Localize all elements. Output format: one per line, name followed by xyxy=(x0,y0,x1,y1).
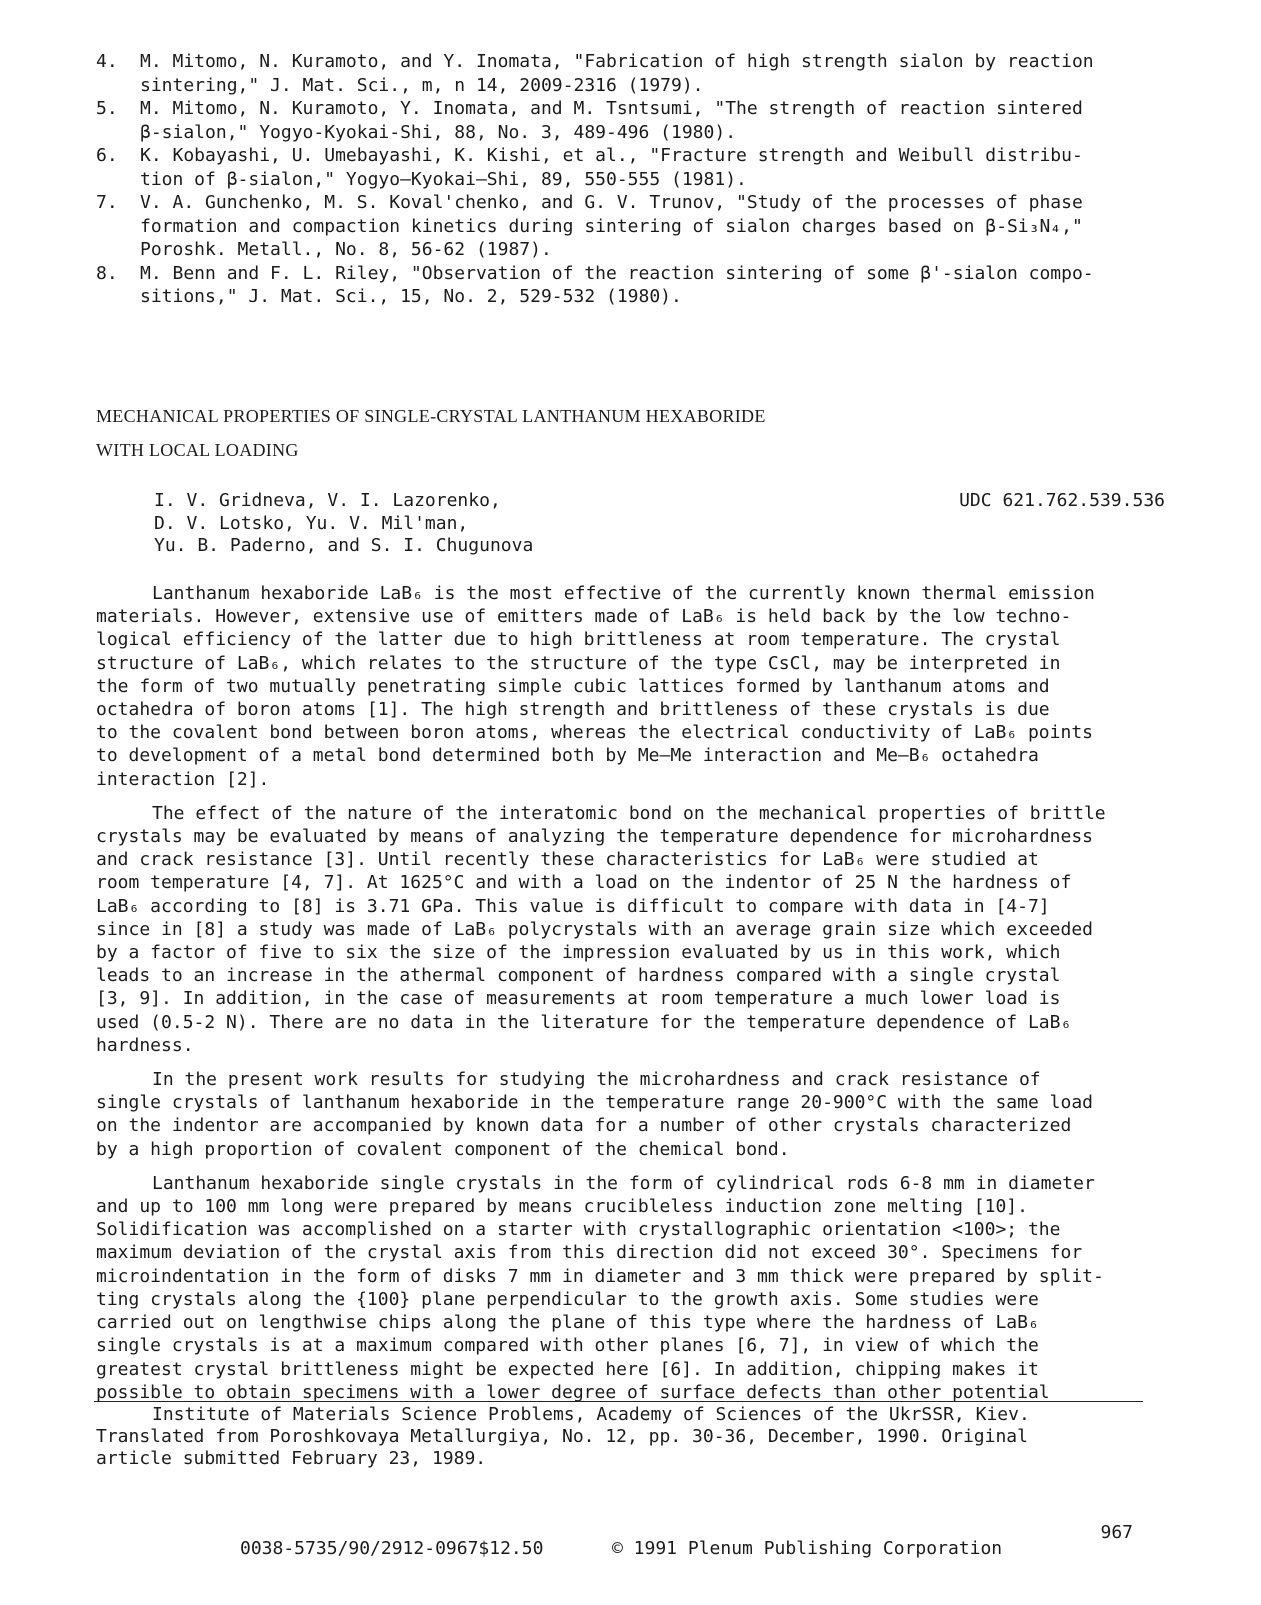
page-number: 967 xyxy=(1100,1522,1133,1543)
text-line: the form of two mutually penetrating simple cubic lattices formed by lanthanum atoms and xyxy=(96,675,1050,697)
reference-number: 6. xyxy=(96,145,118,166)
udc-code: UDC 621.762.539.536 xyxy=(959,490,1165,511)
reference-item xyxy=(96,97,1166,144)
reference-line: M. Mitomo, N. Kuramoto, Y. Inomata, and M. Tsntsumi, "The strength of reaction sintered xyxy=(140,98,1083,119)
reference-text xyxy=(140,262,1166,309)
footnote-line: Translated from Poroshkovaya Metallurgiya, No. 12, pp. 30-36, December, 1990. Original xyxy=(96,1426,1028,1447)
text-line: greatest crystal brittleness might be expected here [6]. In addition, chipping makes it xyxy=(96,1358,1039,1380)
reference-text xyxy=(140,144,1166,191)
reference-line: M. Mitomo, N. Kuramoto, and Y. Inomata, "Fabrication of high strength sialon by reaction xyxy=(140,51,1094,72)
reference-line: K. Kobayashi, U. Umebayashi, K. Kishi, et al., "Fracture strength and Weibull distribu- xyxy=(140,145,1083,166)
paragraph xyxy=(96,582,1176,791)
article-title-line: WITH LOCAL LOADING xyxy=(96,440,299,460)
author-line: I. V. Gridneva, V. I. Lazorenko, xyxy=(154,490,501,511)
text-line: to the covalent bond between boron atoms, whereas the electrical conductivity of LaB₆ points xyxy=(96,722,1093,744)
text-line: room temperature [4, 7]. At 1625°C and with a load on the indentor of 25 N the hardness of xyxy=(96,872,1072,894)
text-line: logical efficiency of the latter due to high brittleness at room temperature. The crystal xyxy=(96,629,1061,651)
text-line: on the indentor are accompanied by known data for a number of other crystals characterized xyxy=(96,1115,1072,1137)
text-line: interaction [2]. xyxy=(96,768,270,790)
text-line: by a factor of five to six the size of the impression evaluated by us in this work, which xyxy=(96,942,1061,964)
reference-line: M. Benn and F. L. Riley, "Observation of the reaction sintering of some β'-sialon compo- xyxy=(140,262,1094,284)
reference-item xyxy=(96,144,1166,191)
reference-item xyxy=(96,262,1166,309)
copyright-notice: © 1991 Plenum Publishing Corporation xyxy=(612,1538,1003,1559)
text-line: maximum deviation of the crystal axis from this direction did not exceed 30°. Specimens for xyxy=(96,1242,1083,1264)
reference-list xyxy=(96,50,1166,309)
reference-line: V. A. Gunchenko, M. S. Koval'chenko, and G. V. Trunov, "Study of the processes of phase xyxy=(140,192,1083,213)
text-line: leads to an increase in the athermal component of hardness compared with a single crystal xyxy=(96,965,1061,987)
text-line: The effect of the nature of the interatomic bond on the mechanical properties of brittle xyxy=(152,802,1106,824)
reference-line: formation and compaction kinetics during sintering of sialon charges based on β-Si₃N₄," xyxy=(140,215,1083,237)
text-line: single crystals of lanthanum hexaboride in the temperature range 20-900°C with the same load xyxy=(96,1092,1093,1114)
paragraph xyxy=(96,1068,1176,1161)
text-line: octahedra of boron atoms [1]. The high strength and brittleness of these crystals is due xyxy=(96,699,1050,721)
text-line: In the present work results for studying the microhardness and crack resistance of xyxy=(152,1069,1041,1091)
author-list xyxy=(154,490,533,558)
text-line: [3, 9]. In addition, in the case of measurements at room temperature a much lower load is xyxy=(96,988,1061,1010)
text-line: and up to 100 mm long were prepared by means crucibleless induction zone melting [10]. xyxy=(96,1196,1028,1218)
article-body xyxy=(96,582,1176,1415)
footnote-line: Institute of Materials Science Problems, Academy of Sciences of the UkrSSR, Kiev. xyxy=(152,1404,1030,1425)
footnote-line: article submitted February 23, 1989. xyxy=(96,1448,487,1469)
text-line: crystals may be evaluated by means of analyzing the temperature dependence for microhardness xyxy=(96,826,1093,848)
footnote-divider xyxy=(94,1401,1143,1402)
reference-line: tion of β-sialon," Yogyo—Kyokai—Shi, 89, 550-555 (1981). xyxy=(140,168,747,190)
article-title xyxy=(96,399,766,467)
text-line: single crystals is at a maximum compared with other planes [6, 7], in view of which the xyxy=(96,1335,1039,1357)
paragraph xyxy=(96,1172,1176,1404)
author-line: Yu. B. Paderno, and S. I. Chugunova xyxy=(154,535,534,556)
text-line: possible to obtain specimens with a lower degree of surface defects than other potential xyxy=(96,1381,1050,1403)
paragraph xyxy=(96,802,1176,1057)
author-line: D. V. Lotsko, Yu. V. Mil'man, xyxy=(154,512,469,534)
reference-number: 7. xyxy=(96,192,118,213)
reference-line: sintering," J. Mat. Sci., m, n 14, 2009-2316 (1979). xyxy=(140,74,704,96)
text-line: carried out on lengthwise chips along the plane of this type where the hardness of LaB₆ xyxy=(96,1312,1039,1334)
footnote xyxy=(96,1404,1030,1470)
text-line: materials. However, extensive use of emitters made of LaB₆ is held back by the low techno- xyxy=(96,606,1072,628)
text-line: structure of LaB₆, which relates to the structure of the type CsCl, may be interpreted in xyxy=(96,652,1061,674)
reference-item xyxy=(96,50,1166,97)
text-line: Solidification was accomplished on a starter with crystallographic orientation <100>; the xyxy=(96,1219,1061,1241)
article-code: 0038-5735/90/2912-0967$12.50 xyxy=(240,1538,544,1559)
reference-number: 5. xyxy=(96,98,118,119)
text-line: hardness. xyxy=(96,1034,194,1056)
text-line: and crack resistance [3]. Until recently these characteristics for LaB₆ were studied at xyxy=(96,849,1039,871)
text-line: ting crystals along the {100} plane perpendicular to the growth axis. Some studies were xyxy=(96,1288,1039,1310)
text-line: since in [8] a study was made of LaB₆ polycrystals with an average grain size which exceeded xyxy=(96,918,1093,940)
reference-text xyxy=(140,191,1166,262)
text-line: Lanthanum hexaboride LaB₆ is the most effective of the currently known thermal emission xyxy=(152,583,1095,604)
reference-item xyxy=(96,191,1166,262)
text-line: Lanthanum hexaboride single crystals in the form of cylindrical rods 6-8 mm in diameter xyxy=(152,1172,1095,1194)
text-line: by a high proportion of covalent component of the chemical bond. xyxy=(96,1138,790,1160)
text-line: used (0.5-2 N). There are no data in the literature for the temperature dependence of LaB₆ xyxy=(96,1011,1072,1033)
reference-text xyxy=(140,50,1166,97)
text-line: microindentation in the form of disks 7 mm in diameter and 3 mm thick were prepared by split- xyxy=(96,1265,1104,1287)
reference-number: 8. xyxy=(96,262,118,284)
reference-line: β-sialon," Yogyo-Kyokai-Shi, 88, No. 3, 489-496 (1980). xyxy=(140,121,737,143)
reference-line: sitions," J. Mat. Sci., 15, No. 2, 529-532 (1980). xyxy=(140,286,682,307)
reference-number: 4. xyxy=(96,51,118,72)
reference-text xyxy=(140,97,1166,144)
text-line: to development of a metal bond determined both by Me—Me interaction and Me—B₆ octahedra xyxy=(96,745,1039,767)
reference-line: Poroshk. Metall., No. 8, 56-62 (1987). xyxy=(140,239,552,260)
text-line: LaB₆ according to [8] is 3.71 GPa. This value is difficult to compare with data in [4-7] xyxy=(96,895,1050,917)
article-title-line: MECHANICAL PROPERTIES OF SINGLE-CRYSTAL LANTHANUM HEXABORIDE xyxy=(96,406,766,426)
